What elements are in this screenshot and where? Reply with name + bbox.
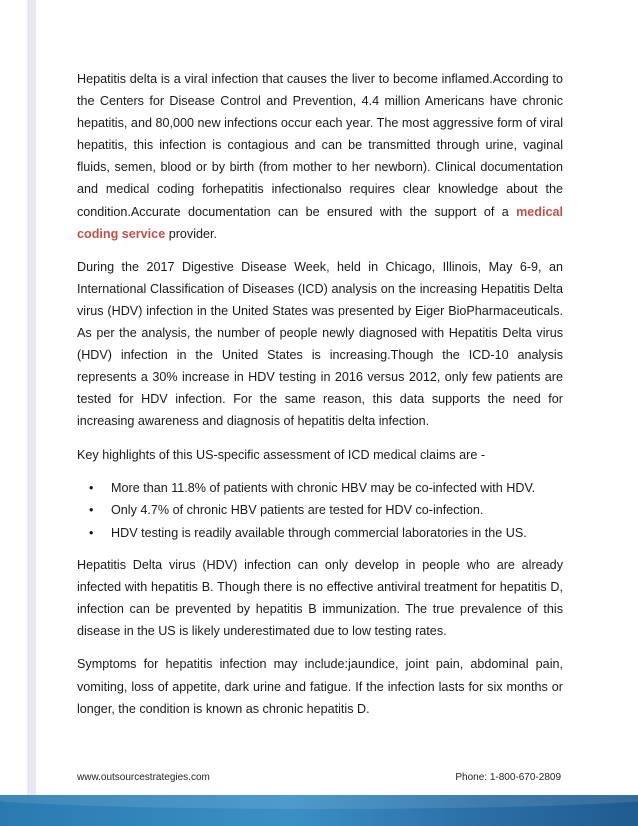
bullet-icon: • [89, 525, 94, 540]
footer-band [0, 795, 638, 826]
paragraph-ddw-analysis: During the 2017 Digestive Disease Week, held in Chicago, Illinois, May 6-9, an International Classification of Diseases (ICD) analysis on the increasing Hepatitis Delta virus (HDV) infection in the United States was presented by Eiger BioPharmaceuticals. As per the analysis, the number of people newly diagnosed with Hepatitis Delta virus (HDV) infection in the United States is increasing.Though the ICD-10 analysis represents a 30% increase in HDV testing in 2016 versus 2012, only few patients are tested for HDV infection. For the same reason, this data supports the need for increasing awareness and diagnosis of hepatitis delta infection. [77, 259, 563, 429]
paragraph-intro [77, 68, 563, 245]
bullet-icon: • [89, 503, 94, 518]
bullet-icon: • [89, 480, 94, 495]
footer-website[interactable]: www.outsourcestrategies.com [77, 772, 210, 783]
paragraph-symptoms: Symptoms for hepatitis infection may include:jaundice, joint pain, abdominal pain, vomiting, loss of appetite, dark urine and fatigue. If the infection lasts for six months or longer, the condition is known as chronic hepatitis D. [77, 657, 563, 716]
paragraph-hdv-prevention: Hepatitis Delta virus (HDV) infection can only develop in people who are already infected with hepatitis B. Though there is no effective antiviral treatment for hepatitis D, infection can be prevented by hepatitis B immunization. The true prevalence of this disease in the US is likely underestimated due to low testing rates. [77, 558, 563, 639]
paragraph-intro-tail: provider. [165, 226, 218, 241]
document-body [77, 68, 563, 731]
list-item [89, 499, 563, 522]
list-item-text: Only 4.7% of chronic HBV patients are tested for HDV co-infection. [111, 503, 484, 518]
list-item-text: HDV testing is readily available through commercial laboratories in the US. [111, 525, 527, 540]
list-item-text: More than 11.8% of patients with chronic HBV may be co-infected with HDV. [111, 480, 536, 495]
left-margin-rule [27, 0, 36, 795]
key-highlights-list [77, 477, 563, 545]
list-item [89, 522, 563, 545]
footer-wave-decoration [0, 795, 638, 809]
footer-phone: Phone: 1-800-670-2809 [455, 772, 561, 783]
paragraph-key-highlights-intro: Key highlights of this US-specific assessment of ICD medical claims are - [77, 447, 486, 462]
medical-coding-service-link[interactable]: medical coding service [77, 204, 563, 241]
paragraph-intro-text: Hepatitis delta is a viral infection that causes the liver to become inflamed.According to the Centers for Disease Control and Prevention, 4.4 million Americans have chronic hepatitis, and 80,000 new infections occur each year. The most aggressive form of viral hepatitis, this infection is contagious and can be transmitted through urine, vaginal fluids, semen, blood or by birth (from mother to her newborn). Clinical documentation and medical coding forhepatitis infectionalso requires clear knowledge about the condition.Accurate documentation can be ensured with the support of a [77, 72, 563, 219]
list-item [89, 477, 563, 500]
